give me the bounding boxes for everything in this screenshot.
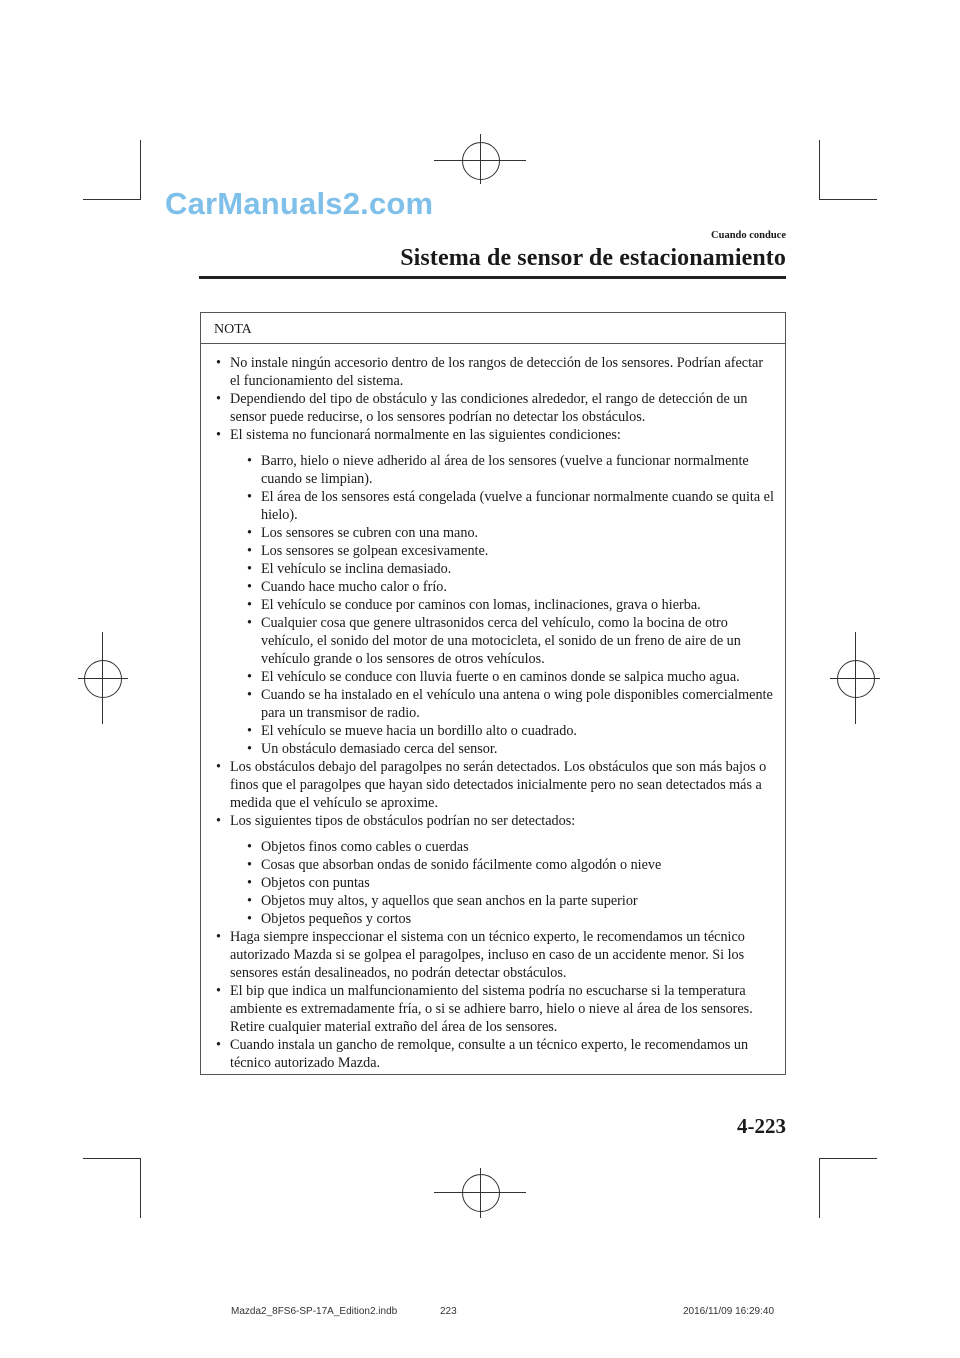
bullet-icon: • [247, 525, 252, 541]
bullet-icon: • [216, 813, 221, 829]
note-subitem-text: El área de los sensores está congelada (vuelve a funcionar normalmente cuando se quita el hielo). [261, 489, 774, 523]
bullet-icon: • [247, 597, 252, 613]
note-body [201, 344, 785, 1072]
note-subitem-text: Los sensores se cubren con una mano. [261, 525, 479, 541]
bullet-icon: • [247, 561, 252, 577]
note-sublist [245, 452, 775, 758]
footer-file: Mazda2_8FS6-SP-17A_Edition2.indb [231, 1306, 398, 1317]
note-sublist [245, 838, 775, 928]
note-subitem [245, 856, 775, 874]
note-subitem-text: El vehículo se conduce por caminos con lomas, inclinaciones, grava o hierba. [261, 597, 701, 613]
note-subitem [245, 874, 775, 892]
note-subitem-text: Cosas que absorban ondas de sonido fácilmente como algodón o nieve [261, 857, 662, 873]
note-subitem-text: Un obstáculo demasiado cerca del sensor. [261, 741, 498, 757]
bullet-icon: • [216, 759, 221, 775]
bullet-icon: • [247, 543, 252, 559]
note-subitem [245, 596, 775, 614]
bullet-icon: • [216, 1037, 221, 1053]
note-subitem-text: El vehículo se inclina demasiado. [261, 561, 452, 577]
note-subitem [245, 892, 775, 910]
bullet-icon: • [216, 355, 221, 371]
note-item [214, 426, 775, 758]
bullet-icon: • [247, 687, 252, 703]
bullet-icon: • [216, 929, 221, 945]
note-subitem [245, 560, 775, 578]
bullet-icon: • [247, 839, 252, 855]
note-item [214, 354, 775, 390]
note-subitem [245, 838, 775, 856]
note-label: NOTA [201, 313, 785, 344]
bullet-icon: • [247, 489, 252, 505]
note-subitem [245, 722, 775, 740]
note-subitem [245, 686, 775, 722]
footer-timestamp: 2016/11/09 16:29:40 [683, 1306, 775, 1317]
note-subitem [245, 488, 775, 524]
bullet-icon: • [247, 741, 252, 757]
note-subitem-text: Cuando se ha instalado en el vehículo una antena o wing pole disponibles comercialmente para un transmisor de radio. [261, 687, 773, 721]
note-subitem [245, 910, 775, 928]
bullet-icon: • [216, 427, 221, 443]
note-item-text: Dependiendo del tipo de obstáculo y las condiciones alrededor, el rango de detección de un sensor puede reducirse, o los sensores podrían no detectar los obstáculos. [230, 391, 748, 425]
section-label: Cuando conduce [711, 230, 786, 241]
note-item-text: Cuando instala un gancho de remolque, consulte a un técnico experto, le recomendamos un técnico autorizado Mazda. [230, 1037, 749, 1071]
note-subitem-text: Cualquier cosa que genere ultrasonidos cerca del vehículo, como la bocina de otro vehículo, el sonido del motor de una motocicleta, el sonido de un freno de aire de un vehículo grande o los sensores de otros vehículos. [261, 615, 741, 667]
note-subitem [245, 452, 775, 488]
note-item [214, 928, 775, 982]
note-item [214, 390, 775, 426]
bullet-icon: • [247, 893, 252, 909]
bullet-icon: • [247, 723, 252, 739]
bullet-icon: • [216, 391, 221, 407]
note-subitem-text: Cuando hace mucho calor o frío. [261, 579, 447, 595]
note-item [214, 812, 775, 928]
bullet-icon: • [247, 857, 252, 873]
note-subitem-text: Objetos pequeños y cortos [261, 911, 412, 927]
note-subitem [245, 614, 775, 668]
bullet-icon: • [247, 453, 252, 469]
bullet-icon: • [216, 983, 221, 999]
note-list [214, 354, 775, 1072]
bullet-icon: • [247, 579, 252, 595]
note-item-text: Los siguientes tipos de obstáculos podrían no ser detectados: [230, 813, 576, 829]
note-item-text: El bip que indica un malfuncionamiento del sistema podría no escucharse si la temperatura ambiente es extremadamente fría, o si se adhiere barro, hielo o nieve al área de los sensores. Retire cualquier material extraño del área de los sensores. [230, 983, 753, 1035]
watermark-logo: CarManuals2.com [165, 186, 434, 221]
note-item-text: El sistema no funcionará normalmente en las siguientes condiciones: [230, 427, 621, 443]
note-subitem-text: Barro, hielo o nieve adherido al área de los sensores (vuelve a funcionar normalmente cuando se limpian). [261, 453, 749, 487]
bullet-icon: • [247, 615, 252, 631]
note-subitem [245, 542, 775, 560]
note-subitem-text: Los sensores se golpean excesivamente. [261, 543, 489, 559]
title-rule [199, 276, 786, 279]
note-subitem [245, 578, 775, 596]
note-subitem-text: Objetos con puntas [261, 875, 370, 891]
bullet-icon: • [247, 669, 252, 685]
note-item [214, 1036, 775, 1072]
note-item-text: No instale ningún accesorio dentro de los rangos de detección de los sensores. Podrían afectar el funcionamiento del sistema. [230, 355, 764, 389]
footer-page: 223 [440, 1306, 457, 1317]
note-subitem [245, 524, 775, 542]
note-subitem-text: Objetos finos como cables o cuerdas [261, 839, 469, 855]
page-number: 4-223 [737, 1114, 786, 1138]
note-item [214, 982, 775, 1036]
note-box [200, 312, 786, 1075]
bullet-icon: • [247, 875, 252, 891]
note-item-text: Los obstáculos debajo del paragolpes no serán detectados. Los obstáculos que son más bajos o finos que el paragolpes que hayan sido detectados inicialmente pero no sean detectados más a medida que el vehículo se aproxime. [230, 759, 767, 811]
note-item [214, 758, 775, 812]
note-item-text: Haga siempre inspeccionar el sistema con un técnico experto, le recomendamos un técnico autorizado Mazda si se golpea el paragolpes, incluso en caso de un accidente menor. Si los sensores están desalineados, no podrán detectar obstáculos. [230, 929, 745, 981]
note-subitem [245, 740, 775, 758]
note-subitem-text: Objetos muy altos, y aquellos que sean anchos en la parte superior [261, 893, 638, 909]
note-subitem-text: El vehículo se conduce con lluvia fuerte o en caminos donde se salpica mucho agua. [261, 669, 740, 685]
bullet-icon: • [247, 911, 252, 927]
note-subitem [245, 668, 775, 686]
note-subitem-text: El vehículo se mueve hacia un bordillo alto o cuadrado. [261, 723, 577, 739]
page-title: Sistema de sensor de estacionamiento [400, 245, 786, 271]
